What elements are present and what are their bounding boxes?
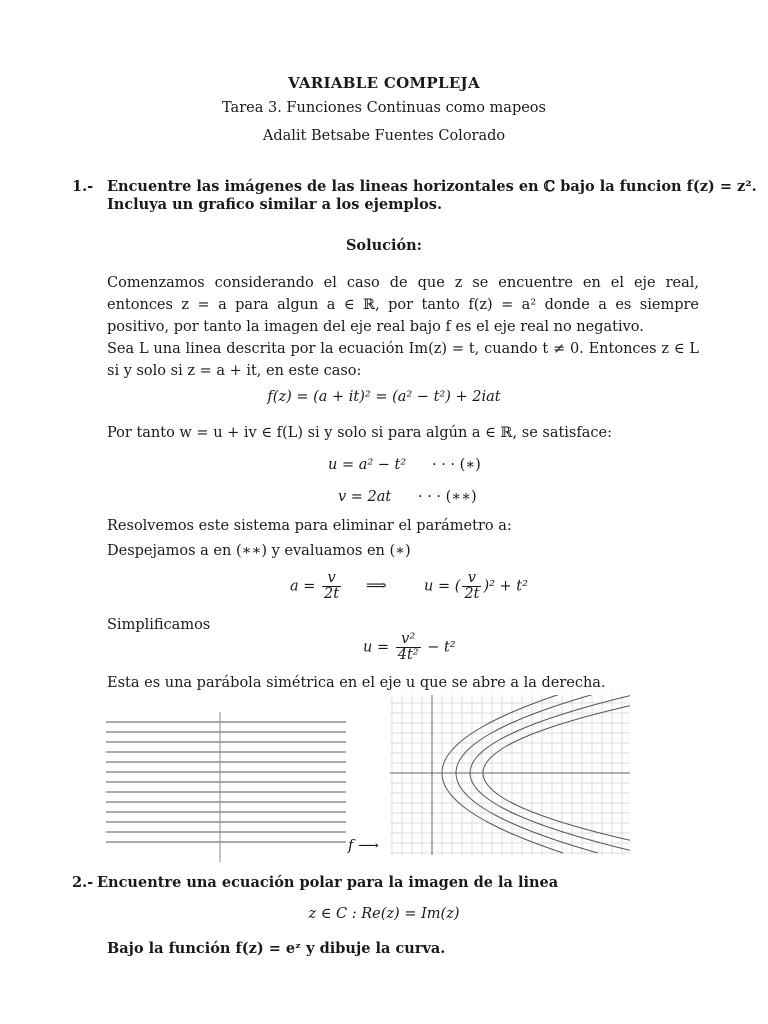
equation-u-substituted-denominator: 2t	[464, 586, 480, 602]
equation-u: u = a² − t²	[328, 457, 407, 473]
parabola-curve	[442, 695, 563, 853]
paragraph-eliminate: Resolvemos este sistema para eliminar el parámetro a:	[107, 518, 512, 534]
figure-horizontal-lines	[106, 712, 346, 862]
question-1-line1: Encuentre las imágenes de las lineas horizontales en ℂ bajo la funcion f(z) = z².	[107, 178, 757, 195]
paragraph-line-L: Sea L una linea descrita por la ecuación Im(z) = t, cuando t ≠ 0. Entonces z ∈ L si y solo si z = a + it, en este caso:	[107, 341, 699, 379]
page-subtitle: Tarea 3. Funciones Continuas como mapeos	[222, 100, 546, 116]
equation-parabola-right: − t²	[427, 639, 456, 656]
equation-a-numerator: v	[322, 571, 341, 587]
question-2-equation: z ∈ C : Re(z) = Im(z)	[308, 906, 460, 922]
question-2-number: 2.-	[72, 874, 94, 891]
question-2-line2: Bajo la función f(z) = eᶻ y dibuje la curva.	[107, 940, 446, 957]
equation-a-denominator: 2t	[324, 586, 340, 602]
equation-f-of-z: f(z) = (a + it)² = (a² − t²) + 2iat	[267, 389, 501, 405]
implies-arrow: ⟹	[366, 578, 387, 594]
equation-parabola-denominator: 4t²	[397, 647, 419, 663]
equation-u-substituted-numerator: v	[462, 571, 481, 587]
equation-u-substituted	[424, 571, 528, 602]
figure-parabolas	[390, 695, 630, 855]
equation-parabola-numerator: v²	[396, 632, 421, 648]
paragraph-simplify: Simplificamos	[107, 617, 211, 633]
equation-a-left: a =	[290, 578, 316, 595]
page-title: VARIABLE COMPLEJA	[288, 74, 480, 92]
paragraph-real-axis: Comenzamos considerando el caso de que z se encuentre en el eje real, entonces z = a para algun a ∈ ℝ, por tanto f(z) = a² donde a es siempre positivo, por tanto la imagen del eje real bajo f es el eje real no negativo.	[107, 275, 699, 335]
paragraph-condition: Por tanto w = u + iv ∈ f(L) si y solo si para algún a ∈ ℝ, se satisface:	[107, 425, 612, 441]
solution-heading: Solución:	[345, 237, 423, 254]
question-1-number: 1.-	[72, 178, 94, 195]
paragraph-parabola-description: Esta es una parábola simétrica en el eje u que se abre a la derecha.	[107, 675, 606, 691]
question-1-line2: Incluya un grafico similar a los ejemplos.	[107, 196, 442, 213]
equation-v: v = 2at	[338, 489, 392, 505]
equation-parabola-left: u =	[363, 639, 390, 656]
paragraph-substitute: Despejamos a en (∗∗) y evaluamos en (∗)	[107, 543, 411, 559]
equation-v-tag: · · · (∗∗)	[418, 489, 477, 505]
equation-u-substituted-post: )² + t²	[483, 578, 528, 595]
equation-a	[290, 571, 343, 602]
parabola-curve	[483, 695, 630, 853]
equation-u-tag: · · · (∗)	[432, 457, 481, 473]
question-2-line1: Encuentre una ecuación polar para la imagen de la linea	[97, 874, 559, 891]
equation-parabola	[363, 632, 456, 663]
author-name: Adalit Betsabe Fuentes Colorado	[262, 128, 506, 144]
map-label: f ⟶	[348, 838, 379, 854]
parabola-curve	[470, 695, 630, 853]
equation-u-substituted-pre: u = (	[424, 578, 461, 595]
parabola-curve	[456, 695, 598, 853]
